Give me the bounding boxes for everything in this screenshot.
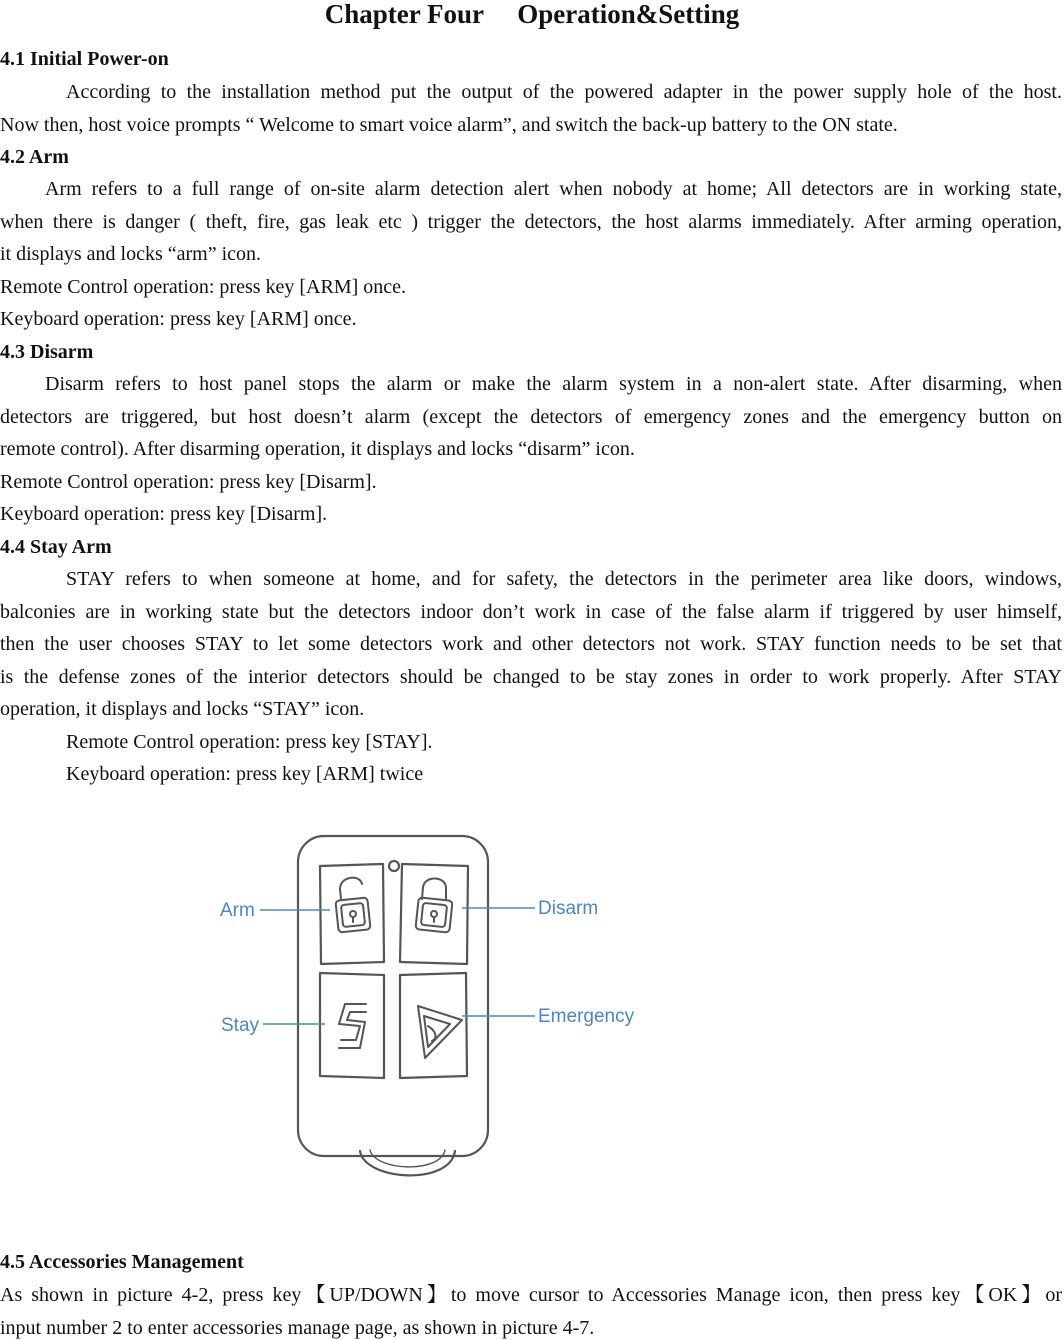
paragraph-line: Keyboard operation: press key [ARM] once. <box>0 308 357 330</box>
section-heading-4-1: 4.1 Initial Power-on <box>0 48 169 70</box>
emergency-shield-icon <box>418 1006 462 1058</box>
paragraph-line: it displays and locks “arm” icon. <box>0 243 262 265</box>
emergency-label: Emergency <box>538 1006 635 1027</box>
paragraph-line: Remote Control operation: press key [STAY]. <box>66 731 433 753</box>
section-heading-4-2: 4.2 Arm <box>0 146 69 168</box>
arm-button <box>320 864 384 964</box>
paragraph-line: Remote Control operation: press key [Disarm]. <box>0 471 377 493</box>
paragraph-line: remote control). After disarming operation, it displays and locks “disarm” icon. <box>0 438 635 460</box>
paragraph-line: input number 2 to enter accessories manage page, as shown in picture 4-7. <box>0 1317 595 1339</box>
stay-label: Stay <box>221 1015 260 1036</box>
remote-control-figure <box>200 826 670 1196</box>
paragraph-line: balconies are in working state but the detectors indoor don’t work in case of the false alarm if triggered by user himself, <box>0 601 1062 623</box>
stay-s-icon <box>339 1004 366 1048</box>
paragraph-line: Keyboard operation: press key [Disarm]. <box>0 503 328 525</box>
section-heading-4-4: 4.4 Stay Arm <box>0 536 112 558</box>
paragraph-line: According to the installation method put the output of the powered adapter in the power supply hole of the host. <box>66 81 1062 103</box>
paragraph-line: then the user chooses STAY to let some detectors work and other detectors not work. STAY function needs to be set that <box>0 633 1062 655</box>
paragraph-line: Disarm refers to host panel stops the alarm or make the alarm system in a non-alert state. After disarming, when <box>45 373 1062 395</box>
paragraph-line: As shown in picture 4-2, press key【UP/DOWN】to move cursor to Accessories Manage icon, then press key【OK】or <box>0 1284 1062 1306</box>
paragraph-line: when there is danger ( theft, fire, gas leak etc ) trigger the detectors, the host alarms immediately. After arming operation, <box>0 211 1062 233</box>
paragraph-line: is the defense zones of the interior detectors should be changed to be stay zones in order to work properly. After STAY <box>0 666 1062 688</box>
key-ring-loop <box>360 1151 455 1175</box>
arm-label: Arm <box>220 900 255 921</box>
paragraph-line: detectors are triggered, but host doesn’t alarm (except the detectors of emergency zones and the emergency button on <box>0 406 1062 428</box>
disarm-label: Disarm <box>538 898 599 919</box>
chapter-title: Chapter Four Operation&Setting <box>324 0 740 29</box>
paragraph-line: Arm refers to a full range of on-site alarm detection alert when nobody at home; All detectors are in working state, <box>45 178 1062 200</box>
paragraph-line: Now then, host voice prompts “ Welcome to smart voice alarm”, and switch the back-up battery to the ON state. <box>0 114 898 136</box>
paragraph-line: Keyboard operation: press key [ARM] twice <box>66 763 424 785</box>
led-indicator <box>389 861 399 871</box>
paragraph-line: STAY refers to when someone at home, and for safety, the detectors in the perimeter area like doors, windows, <box>66 568 1062 590</box>
unlocked-padlock-icon <box>335 878 370 933</box>
remote-body <box>298 836 488 1156</box>
paragraph-line: Remote Control operation: press key [ARM] once. <box>0 276 407 298</box>
section-heading-4-5: 4.5 Accessories Management <box>0 1251 244 1273</box>
section-heading-4-3: 4.3 Disarm <box>0 341 94 363</box>
locked-padlock-icon <box>415 878 452 932</box>
paragraph-line: operation, it displays and locks “STAY” icon. <box>0 698 365 720</box>
